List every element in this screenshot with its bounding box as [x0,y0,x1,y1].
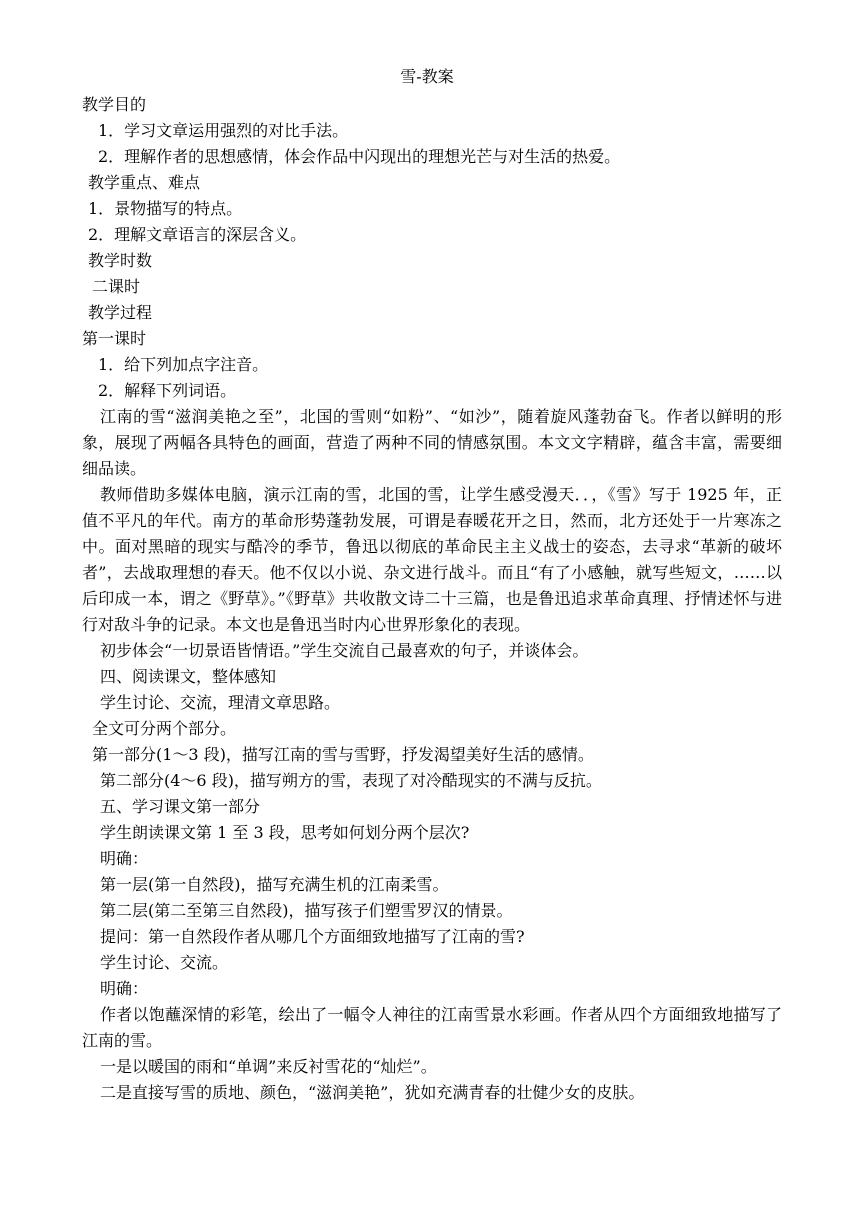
text-line: 二是直接写雪的质地、颜色，“滋润美艳”，犹如充满青春的壮健少女的皮肤。 [100,1083,645,1102]
section-heading: 四、阅读课文，整体感知 [100,667,277,686]
list-item: 1．给下列加点字注音。 [98,355,269,374]
text-line: 明确： [100,849,149,868]
list-item: 2．解释下列词语。 [98,381,237,400]
list-item: 1．学习文章运用强烈的对比手法。 [98,121,349,140]
section-heading: 五、学习课文第一部分 [100,797,261,816]
section-heading: 教学目的 [82,95,147,114]
document-title: 雪-教案 [400,67,454,86]
document-page [82,62,782,1106]
section-heading: 第一课时 [82,329,147,348]
list-item: 2．理解作者的思想感情，体会作品中闪现出的理想光芒与对生活的热爱。 [98,147,621,166]
text-line: 初步体会“一切景语皆情语。”学生交流自己最喜欢的句子，并谈体会。 [100,641,589,660]
text-line: 提问：第一自然段作者从哪几个方面细致地描写了江南的雪? [100,927,525,946]
paragraph: 作者以饱蘸深情的彩笔，绘出了一幅令人神往的江南雪景水彩画。作者从四个方面细致地描写了江南的雪。 [82,1005,782,1050]
text-line: 第一层(第一自然段)，描写充满生机的江南柔雪。 [100,875,449,894]
text-line: 学生讨论、交流。 [100,953,229,972]
text-line: 第二层(第二至第三自然段)，描写孩子们塑雪罗汉的情景。 [100,901,513,920]
paragraph: 教师借助多媒体电脑，演示江南的雪，北国的雪，让学生感受漫天．．，《雪》写于 1925 年，正值不平凡的年代。南方的革命形势蓬勃发展，可谓是春暖花开之日，然而，北方还处于一片寒冻之中。面对黑暗的现实与酷冷的季节，鲁迅以彻底的革命民主主义战士的姿态，去寻求“革新的破坏者”，去战取理想的春天。他不仅以小说、杂文进行战斗。而且“有了小感触，就写些短文，……以后印成一本，谓之《野草》。”《野草》共收散文诗二十三篇，也是鲁迅追求革命真理、抒情述怀与进行对敌斗争的记录。本文也是鲁迅当时内心世界形象化的表现。 [82,485,782,634]
list-item: 1．景物描写的特点。 [88,199,243,218]
text-line: 一是以暖国的雨和“单调”来反衬雪花的“灿烂”。 [100,1057,437,1076]
list-item: 2．理解文章语言的深层含义。 [88,225,307,244]
text-line: 全文可分两个部分。 [92,719,237,738]
section-heading: 教学时数 [88,251,153,270]
section-heading: 教学重点、难点 [88,173,201,192]
text-line: 明确： [100,979,149,998]
section-heading: 教学过程 [88,303,153,322]
text-line: 第二部分(4～6 段)，描写朔方的雪，表现了对冷酷现实的不满与反抗。 [100,771,602,790]
text-line: 学生朗读课文第 1 至 3 段，思考如何划分两个层次? [100,823,470,842]
text-line: 二课时 [92,277,141,296]
paragraph: 江南的雪“滋润美艳之至”，北国的雪则“如粉”、“如沙”，随着旋风蓬勃奋飞。作者以鲜明的形象，展现了两幅各具特色的画面，营造了两种不同的情感氛围。本文文字精辟，蕴含丰富，需要细细品读。 [82,407,782,478]
text-line: 第一部分(1～3 段)，描写江南的雪与雪野，抒发渴望美好生活的感情。 [92,745,594,764]
text-line: 学生讨论、交流，理清文章思路。 [100,693,341,712]
